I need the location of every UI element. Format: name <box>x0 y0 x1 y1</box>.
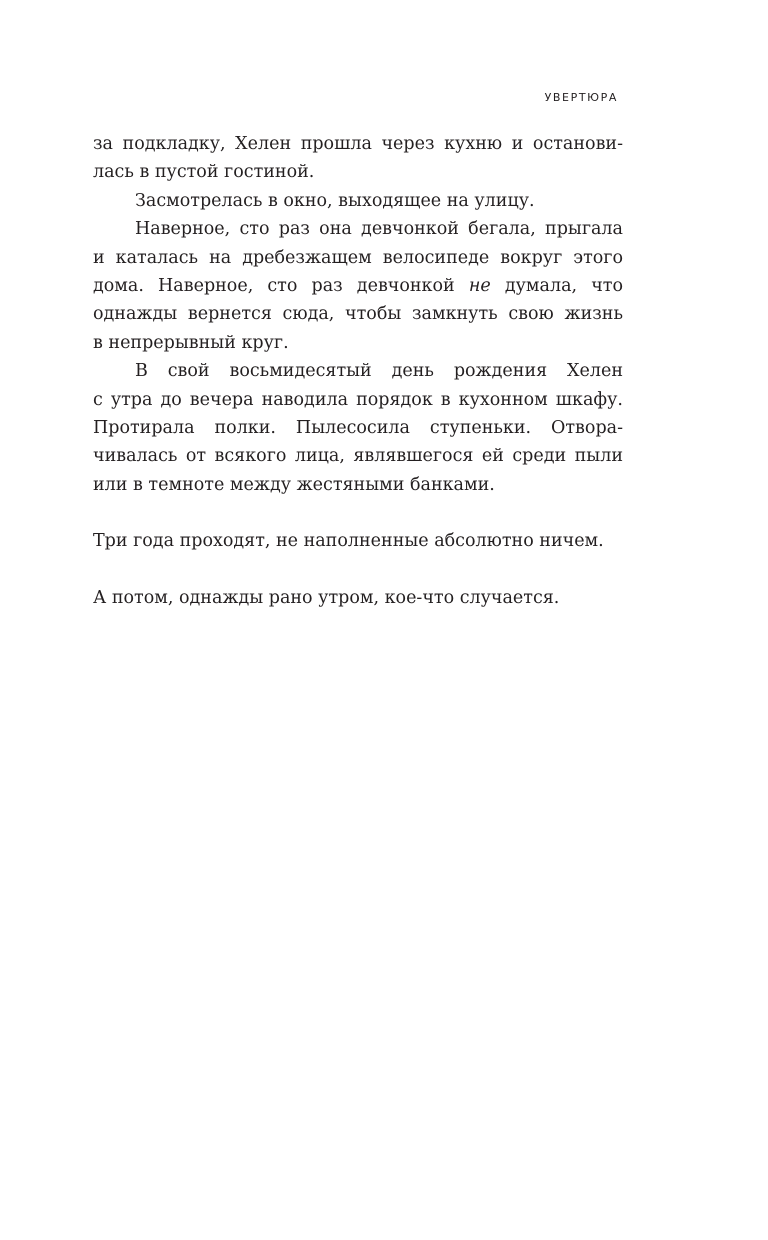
text-line: и каталась на дребезжащем велосипеде вокруг этого <box>93 247 623 268</box>
text-line-with-emphasis <box>93 272 623 300</box>
text-line: или в темноте между жестяными банками. <box>93 474 495 495</box>
running-head: УВЕРТЮРА <box>544 91 618 104</box>
text-line: однажды вернется сюда, чтобы замкнуть свою жизнь <box>93 304 623 325</box>
text-line: Засмотрелась в окно, выходящее на улицу. <box>135 190 535 211</box>
text-line: Наверное, сто раз она девчонкой бегала, прыгала <box>135 219 623 240</box>
text-line: чивалась от всякого лица, являвшегося ей среди пыли <box>93 446 623 467</box>
text-line: в непрерывный круг. <box>93 332 289 353</box>
text-fragment: думала, что <box>504 275 623 296</box>
text-line: за подкладку, Хелен прошла через кухню и останови- <box>93 134 623 154</box>
text-line: лась в пустой гостиной. <box>93 162 315 183</box>
text-fragment: дома. Наверное, сто раз девчонкой <box>93 275 455 296</box>
section-gap <box>93 556 623 584</box>
text-line: Протирала полки. Пылесосила ступеньки. Отвора- <box>93 417 623 438</box>
text-line: А потом, однажды рано утром, кое-что случается. <box>93 588 560 609</box>
text-line: В свой восьмидесятый день рождения Хелен <box>135 361 623 382</box>
body-text <box>93 130 623 613</box>
emphasis-word: не <box>468 275 491 296</box>
text-line: Три года проходят, не наполненные абсолютно ничем. <box>93 531 604 552</box>
section-gap <box>93 499 623 527</box>
text-line: с утра до вечера наводила порядок в кухонном шкафу. <box>93 389 623 410</box>
